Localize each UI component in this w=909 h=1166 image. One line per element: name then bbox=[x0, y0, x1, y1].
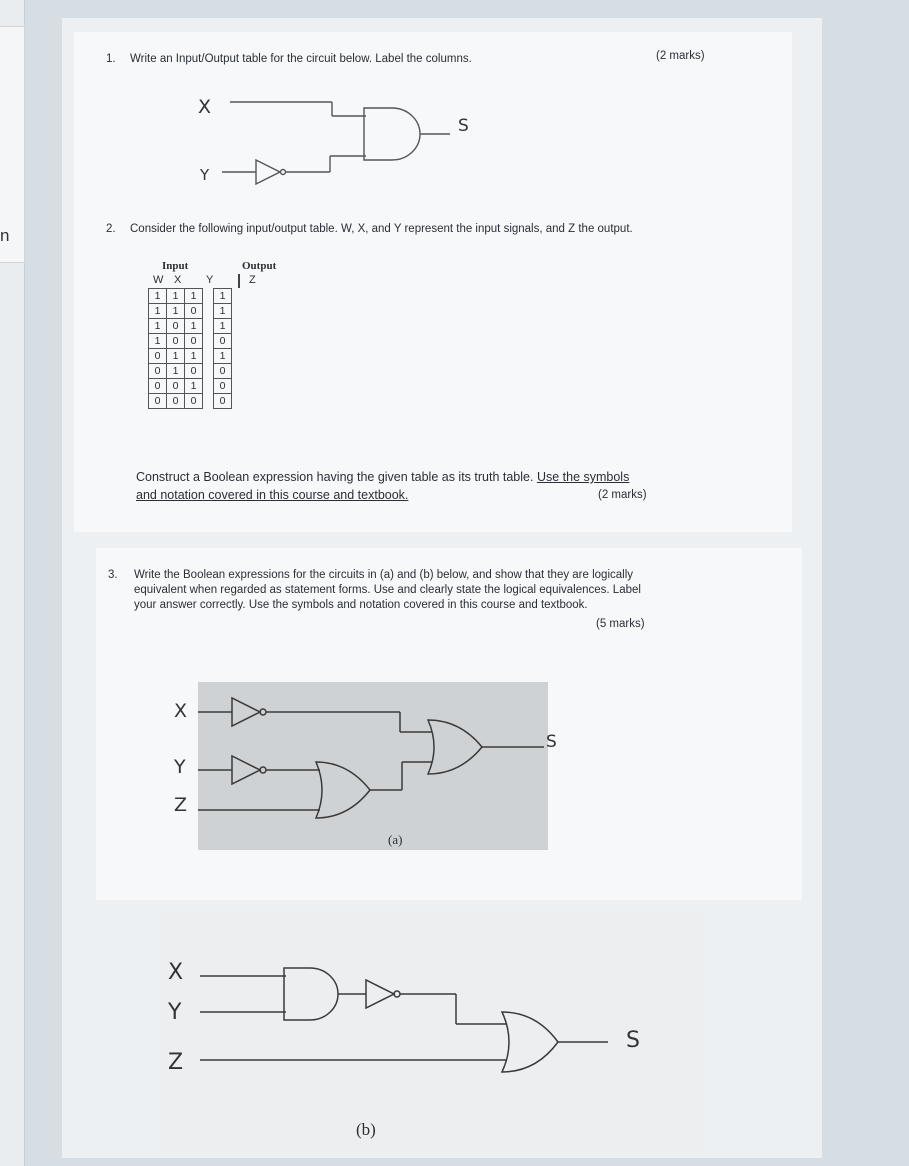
table-cell: 0 bbox=[185, 334, 203, 349]
assignment-sheet bbox=[62, 18, 822, 1158]
q1-circuit-diagram bbox=[74, 32, 792, 232]
table-row bbox=[149, 379, 232, 394]
table-cell: 1 bbox=[214, 349, 232, 364]
fig-b-or-gate bbox=[502, 1012, 558, 1072]
truth-table bbox=[148, 288, 232, 409]
fig-b-and-gate bbox=[284, 968, 338, 1020]
table-cell: 0 bbox=[167, 379, 185, 394]
q2-instruction-emphasis: Use the symbols bbox=[536, 470, 630, 484]
table-cell: 0 bbox=[167, 394, 185, 409]
q1-and-gate bbox=[364, 108, 420, 160]
q1-not-gate bbox=[256, 160, 280, 184]
left-edge-letter: n bbox=[0, 226, 10, 245]
table-cell: 0 bbox=[149, 349, 167, 364]
question-1-2-card bbox=[74, 32, 792, 532]
table-cell: 1 bbox=[214, 319, 232, 334]
fig-a-caption: (a) bbox=[388, 832, 403, 847]
table-cell: 0 bbox=[214, 334, 232, 349]
q3-prompt-line2: equivalent when regarded as statement forms. Use and clearly state the logical equivalences. Label bbox=[134, 584, 641, 596]
table-cell: 1 bbox=[149, 304, 167, 319]
table-cell: 1 bbox=[185, 289, 203, 304]
fig-a-input-z-label: Z bbox=[174, 794, 188, 816]
table-cell: 0 bbox=[214, 379, 232, 394]
table-row bbox=[149, 394, 232, 409]
q2-number: 2. bbox=[106, 223, 116, 235]
fig-a-or-gate-lower bbox=[316, 762, 370, 818]
fig-a-input-x-label: X bbox=[174, 700, 188, 722]
table-cell: 0 bbox=[149, 394, 167, 409]
figure-b-circuit bbox=[160, 912, 704, 1158]
q3-marks: (5 marks) bbox=[596, 618, 645, 630]
q1-output-s-label: S bbox=[458, 116, 469, 136]
column-header-x: X bbox=[174, 274, 182, 286]
table-cell: 0 bbox=[149, 379, 167, 394]
table-row bbox=[149, 304, 232, 319]
table-cell: 1 bbox=[185, 379, 203, 394]
fig-b-not-gate bbox=[366, 980, 394, 1008]
column-header-y: Y bbox=[206, 274, 214, 286]
table-cell: 0 bbox=[149, 364, 167, 379]
table-gap bbox=[203, 304, 214, 319]
table-cell: 0 bbox=[214, 394, 232, 409]
table-gap bbox=[203, 349, 214, 364]
table-cell: 1 bbox=[149, 289, 167, 304]
table-cell: 1 bbox=[167, 289, 185, 304]
output-divider bbox=[238, 274, 240, 288]
table-gap bbox=[203, 319, 214, 334]
figure-b bbox=[160, 912, 704, 1158]
fig-b-input-y-label: Y bbox=[168, 1000, 182, 1025]
fig-a-not-gate-y bbox=[232, 756, 260, 784]
table-gap bbox=[203, 289, 214, 304]
table-cell: 1 bbox=[214, 289, 232, 304]
figure-a-circuit bbox=[198, 682, 548, 850]
table-cell: 0 bbox=[185, 394, 203, 409]
table-row bbox=[149, 319, 232, 334]
table-cell: 1 bbox=[167, 364, 185, 379]
table-output-header: Output bbox=[242, 260, 277, 272]
table-gap bbox=[203, 379, 214, 394]
q2-marks: (2 marks) bbox=[598, 489, 647, 501]
q2-instruction bbox=[136, 470, 629, 485]
fig-a-input-y-label: Y bbox=[174, 756, 186, 778]
table-cell: 1 bbox=[149, 319, 167, 334]
table-cell: 0 bbox=[185, 364, 203, 379]
table-cell: 0 bbox=[185, 304, 203, 319]
fig-a-not-gate-x bbox=[232, 698, 260, 726]
fig-b-input-z-label: Z bbox=[168, 1050, 184, 1075]
figure-a bbox=[198, 682, 548, 850]
table-cell: 1 bbox=[185, 319, 203, 334]
q3-number: 3. bbox=[108, 569, 118, 581]
q2-instruction-text: Construct a Boolean expression having the given table as its truth table. bbox=[136, 470, 537, 484]
q1-number: 1. bbox=[106, 53, 116, 65]
table-cell: 1 bbox=[185, 349, 203, 364]
q1-prompt: Write an Input/Output table for the circuit below. Label the columns. bbox=[130, 53, 472, 65]
fig-b-output-s-label: S bbox=[626, 1028, 640, 1053]
table-gap bbox=[203, 394, 214, 409]
table-cell: 1 bbox=[149, 334, 167, 349]
table-input-header: Input bbox=[162, 260, 189, 272]
table-row bbox=[149, 349, 232, 364]
table-row bbox=[149, 334, 232, 349]
table-gap bbox=[203, 364, 214, 379]
table-cell: 1 bbox=[167, 304, 185, 319]
q3-prompt-line3: your answer correctly. Use the symbols and notation covered in this course and textbook. bbox=[134, 599, 588, 611]
table-cell: 1 bbox=[167, 349, 185, 364]
table-gap bbox=[203, 334, 214, 349]
q3-prompt-line1: Write the Boolean expressions for the circuits in (a) and (b) below, and show that they are logically bbox=[134, 569, 634, 581]
question-3-card bbox=[96, 548, 802, 900]
fig-a-or-gate-upper bbox=[428, 720, 482, 774]
table-cell: 0 bbox=[214, 364, 232, 379]
column-header-z: Z bbox=[249, 274, 256, 286]
q2-instruction-line2: and notation covered in this course and textbook. bbox=[136, 488, 409, 502]
q1-marks: (2 marks) bbox=[656, 50, 705, 62]
fig-b-input-x-label: X bbox=[168, 960, 184, 985]
table-row bbox=[149, 364, 232, 379]
q1-input-y-label: Y bbox=[200, 166, 210, 184]
column-header-w: W bbox=[153, 274, 164, 286]
table-cell: 1 bbox=[214, 304, 232, 319]
table-cell: 0 bbox=[167, 319, 185, 334]
q2-prompt: Consider the following input/output table. W, X, and Y represent the input signals, and Z the output. bbox=[130, 223, 633, 235]
table-cell: 0 bbox=[167, 334, 185, 349]
fig-b-caption: (b) bbox=[356, 1120, 376, 1139]
fig-a-output-s-label: S bbox=[546, 732, 557, 752]
table-row bbox=[149, 289, 232, 304]
q1-input-x-label: X bbox=[198, 96, 212, 118]
